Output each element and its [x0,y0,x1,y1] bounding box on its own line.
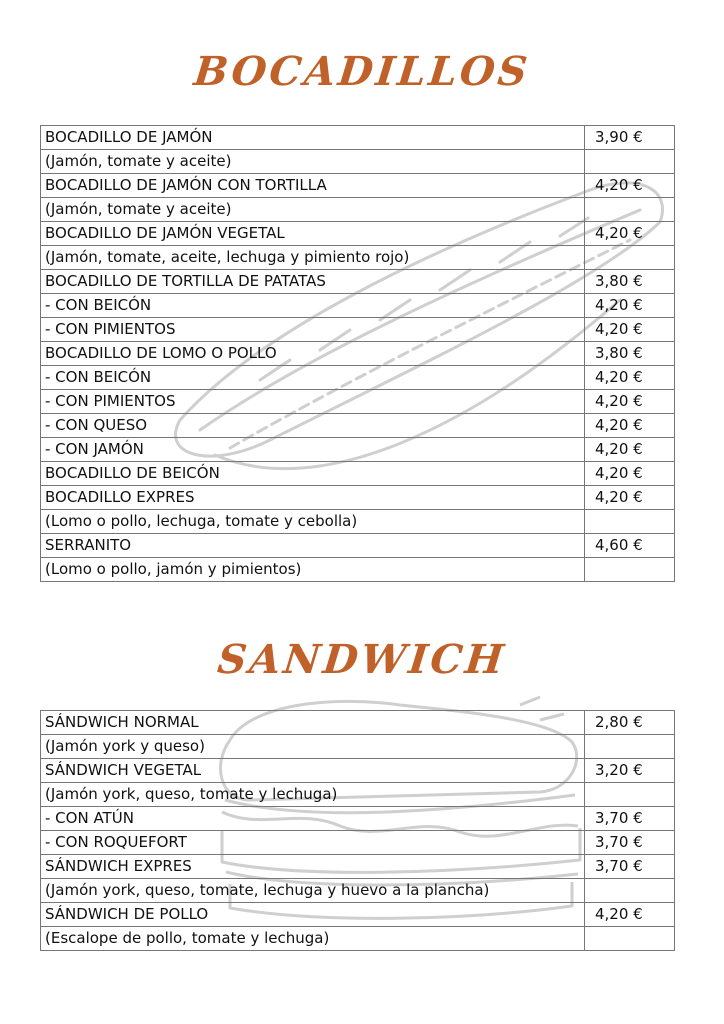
item-name: (Jamón york, queso, tomate, lechuga y huevo a la plancha) [41,879,585,903]
item-price: 4,20 € [585,486,675,510]
table-row [41,558,675,582]
item-price: 4,20 € [585,438,675,462]
table-row [41,342,675,366]
table-row [41,366,675,390]
table-row [41,414,675,438]
table-row [41,150,675,174]
table-row [41,174,675,198]
item-name: SÁNDWICH NORMAL [41,711,585,735]
table-row [41,294,675,318]
sandwich-table-body [41,711,675,951]
item-name: - CON QUESO [41,414,585,438]
table-row [41,783,675,807]
item-price [585,735,675,759]
item-name: - CON ATÚN [41,807,585,831]
item-name: BOCADILLO DE JAMÓN CON TORTILLA [41,174,585,198]
sandwich-title: SANDWICH [215,636,509,683]
item-price: 4,20 € [585,318,675,342]
item-name: - CON JAMÓN [41,438,585,462]
item-name: BOCADILLO DE TORTILLA DE PATATAS [41,270,585,294]
table-row [41,390,675,414]
sandwich-table [40,710,675,951]
item-price [585,198,675,222]
item-name: BOCADILLO DE LOMO O POLLO [41,342,585,366]
item-name: BOCADILLO DE JAMÓN [41,126,585,150]
item-price: 4,60 € [585,534,675,558]
item-name: - CON PIMIENTOS [41,318,585,342]
table-row [41,855,675,879]
item-price [585,558,675,582]
table-row [41,735,675,759]
item-name: (Escalope de pollo, tomate y lechuga) [41,927,585,951]
item-price [585,783,675,807]
item-price: 3,20 € [585,759,675,783]
table-row [41,462,675,486]
item-price: 4,20 € [585,366,675,390]
item-name: - CON BEICÓN [41,366,585,390]
table-row [41,879,675,903]
item-name: - CON ROQUEFORT [41,831,585,855]
item-price: 3,80 € [585,342,675,366]
table-row [41,759,675,783]
table-row [41,927,675,951]
table-row [41,711,675,735]
item-name: SÁNDWICH DE POLLO [41,903,585,927]
table-row [41,222,675,246]
item-price [585,879,675,903]
table-row [41,246,675,270]
table-row [41,510,675,534]
item-price [585,150,675,174]
item-name: (Jamón, tomate, aceite, lechuga y pimiento rojo) [41,246,585,270]
bocadillos-table-body [41,126,675,582]
item-name: (Jamón york y queso) [41,735,585,759]
table-row [41,270,675,294]
item-name: (Jamón, tomate y aceite) [41,150,585,174]
table-row [41,534,675,558]
item-name: (Lomo o pollo, jamón y pimientos) [41,558,585,582]
item-name: BOCADILLO DE JAMÓN VEGETAL [41,222,585,246]
table-row [41,198,675,222]
bocadillos-title: BOCADILLOS [191,48,533,95]
table-row [41,126,675,150]
item-name: (Jamón, tomate y aceite) [41,198,585,222]
item-price: 4,20 € [585,174,675,198]
item-name: - CON PIMIENTOS [41,390,585,414]
table-row [41,438,675,462]
item-name: BOCADILLO DE BEICÓN [41,462,585,486]
item-name: (Lomo o pollo, lechuga, tomate y cebolla) [41,510,585,534]
item-price [585,927,675,951]
item-price: 4,20 € [585,462,675,486]
item-price: 4,20 € [585,414,675,438]
item-name: (Jamón york, queso, tomate y lechuga) [41,783,585,807]
item-price: 3,70 € [585,831,675,855]
item-price: 4,20 € [585,294,675,318]
table-row [41,831,675,855]
table-row [41,807,675,831]
item-name: - CON BEICÓN [41,294,585,318]
bocadillos-table [40,125,675,582]
item-name: SÁNDWICH EXPRES [41,855,585,879]
table-row [41,318,675,342]
item-price: 4,20 € [585,390,675,414]
item-name: SÁNDWICH VEGETAL [41,759,585,783]
item-price: 4,20 € [585,903,675,927]
table-row [41,486,675,510]
item-price: 3,70 € [585,807,675,831]
item-name: SERRANITO [41,534,585,558]
item-price: 3,90 € [585,126,675,150]
item-name: BOCADILLO EXPRES [41,486,585,510]
item-price: 2,80 € [585,711,675,735]
item-price: 3,80 € [585,270,675,294]
item-price [585,510,675,534]
item-price: 3,70 € [585,855,675,879]
table-row [41,903,675,927]
item-price: 4,20 € [585,222,675,246]
item-price [585,246,675,270]
